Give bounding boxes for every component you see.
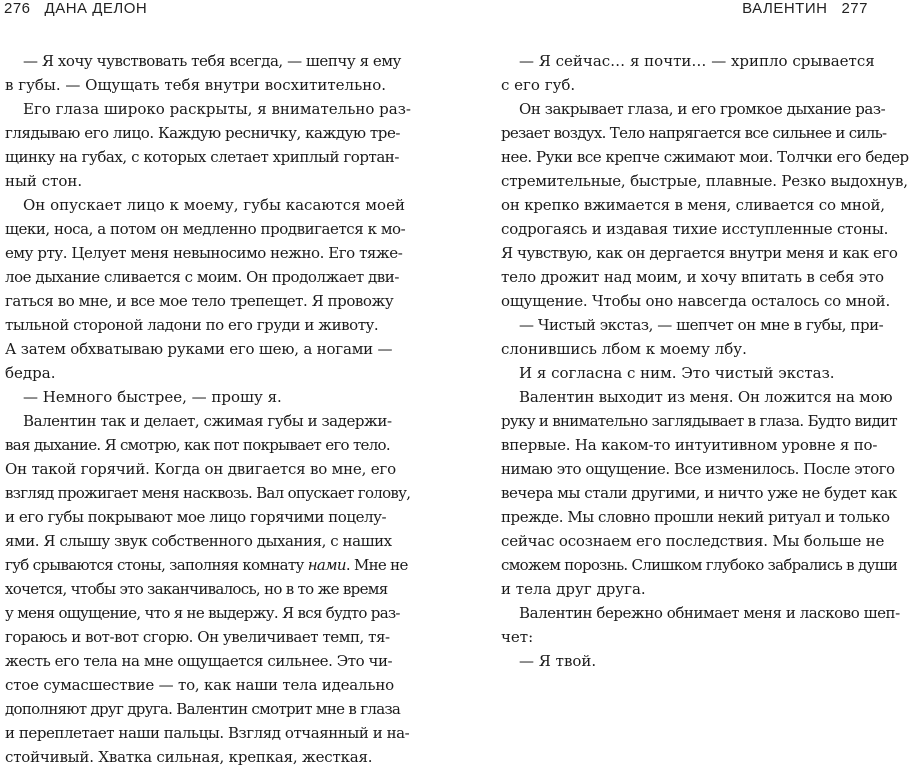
- left-running-title: ДАНА ДЕЛОН: [44, 0, 148, 17]
- text-line: тело дрожит над моим, и хочу впитать в себя это: [501, 268, 884, 286]
- text-line: у меня ощущение, что я не выдержу. Я вся будто раз-: [5, 604, 400, 622]
- text-line: — Я хочу чувствовать тебя всегда, — шепчу я ему: [23, 52, 401, 70]
- text-line: ный стон.: [5, 172, 83, 190]
- text-segment: . Мне не: [345, 556, 408, 574]
- text-line: взгляд прожигает меня насквозь. Вал опускает голову,: [5, 484, 411, 502]
- text-line: чет:: [501, 628, 534, 646]
- text-line: сейчас осознаем его последствия. Мы больше не: [501, 532, 885, 550]
- text-line: нимаю это ощущение. Все изменилось. После этого: [501, 460, 895, 478]
- text-line: Валентин выходит из меня. Он ложится на мою: [519, 388, 893, 406]
- text-line: — Я сейчас… я почти… — хрипло срывается: [519, 52, 875, 70]
- text-line: тыльной стороной ладони по его груди и животу.: [5, 316, 379, 334]
- text-line: Он опускает лицо к моему, губы касаются моей: [23, 196, 405, 214]
- text-line: — Я твой.: [519, 652, 597, 670]
- text-segment: губ срываются стоны, заполняя комнату: [5, 556, 304, 574]
- right-page-number: 277: [841, 0, 868, 17]
- text-line: — Чистый экстаз, — шепчет он мне в губы, при-: [519, 316, 884, 334]
- text-line: и переплетает наши пальцы. Взгляд отчаянный и на-: [5, 724, 410, 742]
- text-line: нее. Руки все крепче сжимают мои. Толчки его бедер: [501, 148, 909, 166]
- text-line: гаться во мне, и все мое тело трепещет. Я провожу: [5, 292, 394, 310]
- text-line: глядываю его лицо. Каждую ресничку, каждую тре-: [5, 124, 400, 142]
- left-page-header: [4, 0, 147, 22]
- text-line: и его губы покрывают мое лицо горячими поцелу-: [5, 508, 387, 526]
- text-line: и тела друг друга.: [501, 580, 646, 598]
- text-line: впервые. На каком-то интуитивном уровне я по-: [501, 436, 878, 454]
- text-line: Валентин так и делает, сжимая губы и задержи-: [23, 412, 392, 430]
- text-line: стремительные, быстрые, плавные. Резко выдохнув,: [501, 172, 908, 190]
- text-line: с его губ.: [501, 76, 576, 94]
- right-running-title: ВАЛЕНТИН: [742, 0, 828, 17]
- text-line: хочется, чтобы это заканчивалось, но в то же время: [5, 580, 388, 598]
- text-line: И я согласна с ним. Это чистый экстаз.: [519, 364, 835, 382]
- text-line: Валентин бережно обнимает меня и ласково шеп-: [519, 604, 900, 622]
- text-line: жесть его тела на мне ощущается сильнее. Это чи-: [5, 652, 393, 670]
- text-line: содрогаясь и издавая тихие исступленные стоны.: [501, 220, 889, 238]
- text-line: Он закрывает глаза, и его громкое дыхание раз-: [519, 100, 886, 118]
- text-line: щеки, носа, а потом он медленно продвигается к мо-: [5, 220, 406, 238]
- emphasized-word: нами: [307, 556, 346, 574]
- text-line: гораюсь и вот-вот сгорю. Он увеличивает темп, тя-: [5, 628, 390, 646]
- text-line: Он такой горячий. Когда он двигается во мне, его: [5, 460, 396, 478]
- text-line: лое дыхание сливается с моим. Он продолжает дви-: [5, 268, 399, 286]
- text-line: [5, 553, 408, 577]
- text-line: вечера мы стали другими, и ничто уже не будет как: [501, 484, 897, 502]
- left-page-number: 276: [4, 0, 31, 17]
- text-line: сможем порознь. Слишком глубоко забрались в души: [501, 556, 898, 574]
- text-line: — Немного быстрее, — прошу я.: [23, 388, 282, 406]
- text-line: ями. Я слышу звук собственного дыхания, с наших: [5, 532, 392, 550]
- text-line: он крепко вжимается в меня, сливается со мной,: [501, 196, 885, 214]
- text-line: слонившись лбом к моему лбу.: [501, 340, 747, 358]
- text-line: бедра.: [5, 364, 56, 382]
- right-page-text: [501, 49, 909, 673]
- text-line: вая дыхание. Я смотрю, как пот покрывает его тело.: [5, 436, 390, 454]
- text-line: Я чувствую, как он дергается внутри меня и как его: [501, 244, 898, 262]
- text-line: прежде. Мы словно прошли некий ритуал и только: [501, 508, 890, 526]
- right-page-header: [742, 0, 868, 22]
- text-line: резает воздух. Тело напрягается все сильнее и силь-: [501, 124, 887, 142]
- text-line: стое сумасшествие — то, как наши тела идеально: [5, 676, 394, 694]
- text-line: ощущение. Чтобы оно навсегда осталось со мной.: [501, 292, 891, 310]
- text-line: Его глаза широко раскрыты, я внимательно раз-: [23, 100, 411, 118]
- text-line: А затем обхватываю руками его шею, а ногами —: [5, 340, 393, 358]
- text-line: руку и внимательно заглядывает в глаза. Будто видит: [501, 412, 898, 430]
- left-page-text: [5, 49, 411, 769]
- text-line: в губы. — Ощущать тебя внутри восхитительно.: [5, 76, 387, 94]
- text-line: ему рту. Целует меня невыносимо нежно. Его тяже-: [5, 244, 403, 262]
- text-line: щинку на губах, с которых слетает хриплый гортан-: [5, 148, 399, 166]
- text-line: дополняют друг друга. Валентин смотрит мне в глаза: [5, 700, 401, 718]
- text-line: стойчивый. Хватка сильная, крепкая, жесткая.: [5, 748, 373, 766]
